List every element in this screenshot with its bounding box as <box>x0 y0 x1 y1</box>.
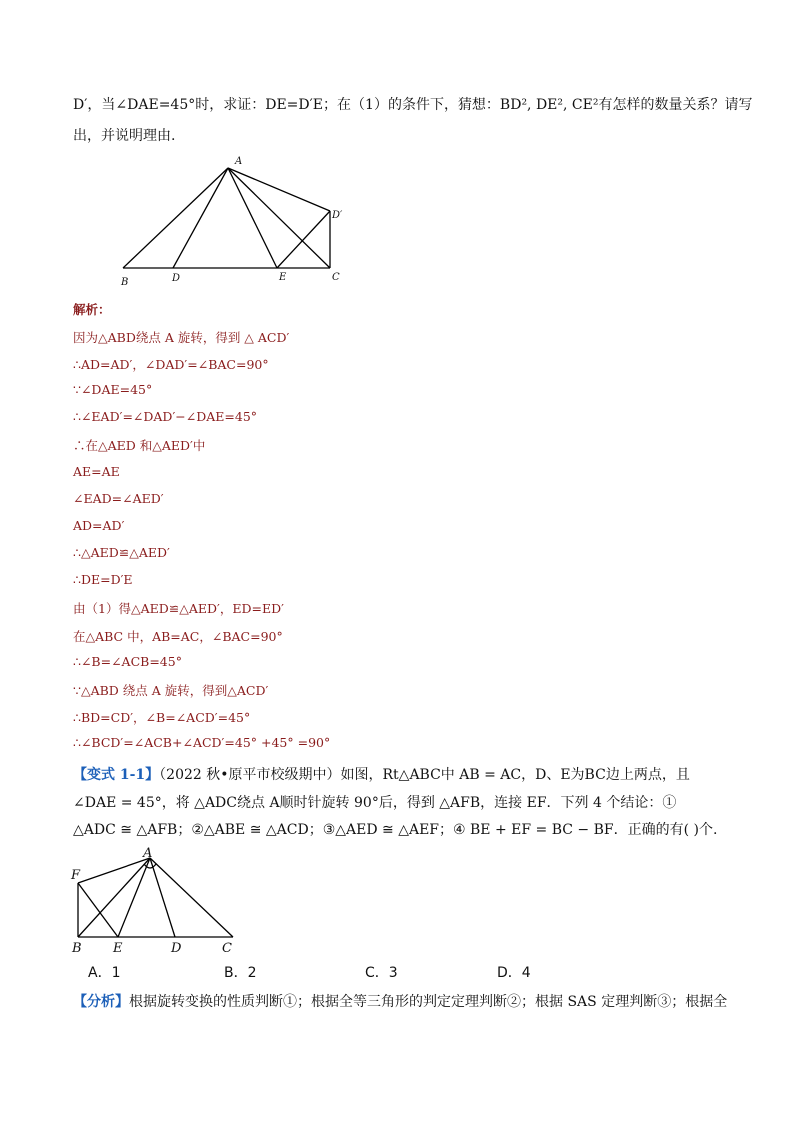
analysis-tag: 【分析】 <box>73 994 129 1010</box>
fig1-label-B: B <box>121 277 129 288</box>
analysis-line <box>73 991 727 1011</box>
variant-tag: 【变式 1-1】 <box>73 767 160 783</box>
fig2-label-B: B <box>72 941 82 956</box>
variant-line-2: ∠DAE = 45°，将 △ADC绕点 A顺时针旋转 90°后，得到 △AFB，连接 EF．下列 4 个结论：① <box>73 795 677 811</box>
solution-line: 因为△ABD绕点 A 旋转，得到 △ ACD′ <box>73 330 290 345</box>
fig2-label-C: C <box>222 941 232 956</box>
solution-line: ∴△AED≌△AED′ <box>73 545 170 560</box>
figure-1-diagram <box>115 155 375 290</box>
option-b[interactable]: B．2 <box>224 965 257 981</box>
figure-2-diagram <box>66 845 246 960</box>
solution-line: 在△ABC 中，AB=AC，∠BAC=90° <box>73 629 283 644</box>
solution-line: AE=AE <box>73 464 120 479</box>
solution-line: ∴∠BCD′=∠ACB+∠ACD′=45° +45° =90° <box>73 735 331 750</box>
fig2-label-F: F <box>71 868 81 883</box>
solution-line: ∴BD=CD′，∠B=∠ACD′=45° <box>73 710 251 725</box>
analysis-text: 根据旋转变换的性质判断①；根据全等三角形的判定定理判断②；根据 SAS 定理判断③；根据全 <box>129 994 728 1010</box>
option-d[interactable]: D．4 <box>497 965 531 981</box>
variant-line-1 <box>73 764 690 784</box>
variant-text-1: （2022 秋•原平市校级期中）如图，Rt△ABC中 AB = AC，D、E为BC边上两点，且 <box>159 767 690 783</box>
solution-line: 由（1）得△AED≌△AED′，ED=ED′ <box>73 601 284 616</box>
solution-line: ∴∠B=∠ACB=45° <box>73 654 182 669</box>
problem-line-2: 出，并说明理由. <box>73 128 176 144</box>
fig1-label-C: C <box>332 272 340 283</box>
option-a[interactable]: A．1 <box>88 965 121 981</box>
fig1-label-E: E <box>279 272 287 283</box>
fig1-label-D: D <box>172 273 181 284</box>
solution-line: ∴∠EAD′=∠DAD′−∠DAE=45° <box>73 409 258 424</box>
solution-heading: 解析： <box>73 302 111 317</box>
solution-line: ∵△ABD 绕点 A 旋转，得到△ACD′ <box>73 683 269 698</box>
solution-line: ∴AD=AD′，∠DAD′=∠BAC=90° <box>73 357 269 372</box>
problem-line-1: D′，当∠DAE=45°时，求证：DE=D′E；在（1）的条件下，猜想：BD², DE², CE²有怎样的数量关系？请写 <box>73 97 753 113</box>
fig2-label-A: A <box>143 846 153 861</box>
option-c[interactable]: C．3 <box>365 965 398 981</box>
fig2-label-D: D <box>171 941 182 956</box>
solution-line: ∵∠DAE=45° <box>73 382 153 397</box>
fig2-label-E: E <box>113 941 123 956</box>
solution-line: ∠EAD=∠AED′ <box>73 491 164 506</box>
variant-line-3: △ADC ≅ △AFB；②△ABE ≅ △ACD；③△AED ≅ △AEF；④ BE + EF = BC − BF．正确的有( )个. <box>73 822 718 838</box>
fig1-label-A: A <box>235 156 243 167</box>
solution-line: AD=AD′ <box>73 518 125 533</box>
fig1-label-Dprime: D′ <box>332 210 343 221</box>
solution-line: ∴在△AED 和△AED′中 <box>73 438 206 453</box>
solution-line: ∴DE=D′E <box>73 572 133 587</box>
